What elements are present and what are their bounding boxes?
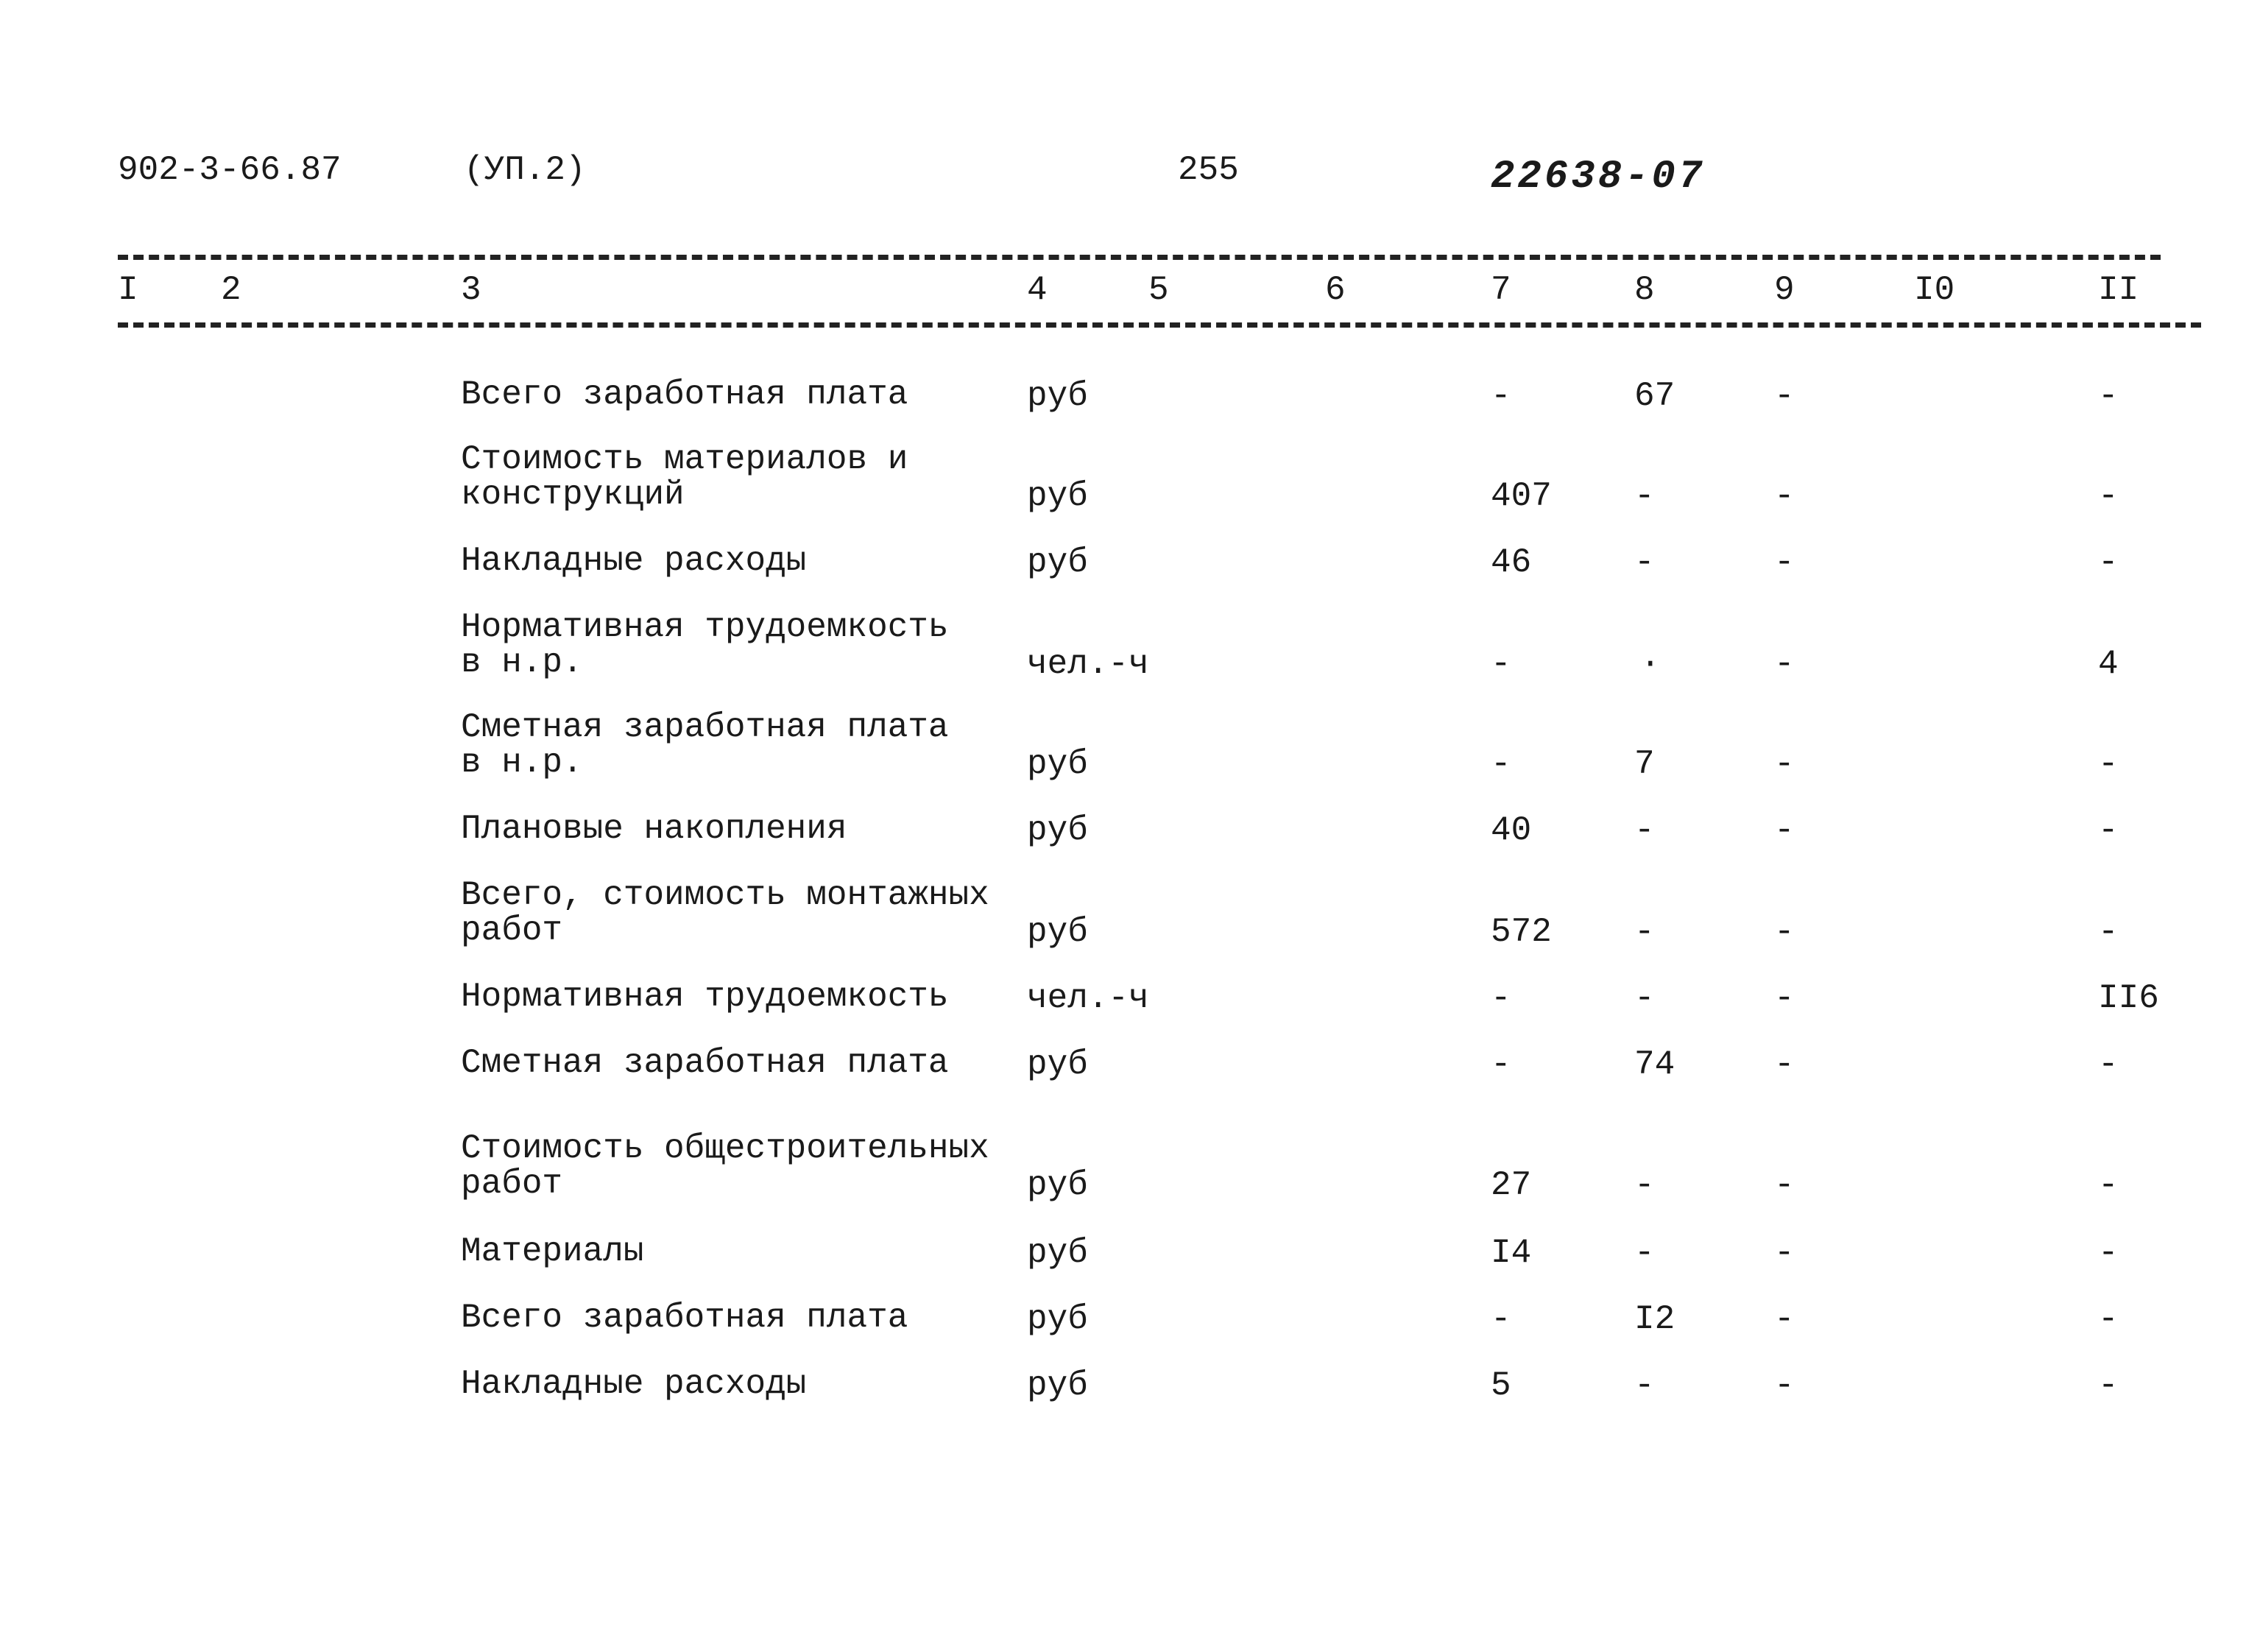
row-label: Стоимость материалов и конструкций	[461, 440, 908, 514]
page-number: 255	[1178, 151, 1239, 189]
col9-value: -	[1774, 1366, 1795, 1405]
row-label: Всего заработная плата	[461, 1299, 908, 1337]
row-unit: руб	[1027, 1366, 1088, 1405]
col7-value: -	[1491, 1300, 1511, 1338]
col-num-8: 8	[1634, 271, 1655, 309]
row-unit: руб	[1027, 1300, 1088, 1338]
col11-value: -	[2098, 745, 2119, 783]
col9-value: -	[1774, 377, 1795, 415]
row-label: Накладные расходы	[461, 1365, 807, 1403]
col8-value: ·	[1640, 645, 1661, 683]
col-num-3: 3	[461, 271, 481, 309]
col-num-9: 9	[1774, 271, 1795, 309]
col11-value: -	[2098, 811, 2119, 850]
col8-value: -	[1634, 1166, 1655, 1204]
col11-value: -	[2098, 1300, 2119, 1338]
row-label: Стоимость общестроительных работ	[461, 1129, 989, 1203]
col11-value: -	[2098, 543, 2119, 582]
col-num-5: 5	[1148, 271, 1169, 309]
col7-value: 40	[1491, 811, 1532, 850]
col7-value: -	[1491, 745, 1511, 783]
col8-value: -	[1634, 913, 1655, 951]
col-num-4: 4	[1027, 271, 1048, 309]
col8-value: I2	[1634, 1300, 1675, 1338]
bottom-dashed-rule	[118, 322, 2201, 328]
row-label: Плановые накопления	[461, 810, 847, 848]
col8-value: -	[1634, 1366, 1655, 1405]
col9-value: -	[1774, 645, 1795, 683]
col-num-2: 2	[221, 271, 241, 309]
row-unit: чел.-ч	[1027, 979, 1149, 1017]
col9-value: -	[1774, 745, 1795, 783]
col7-value: 407	[1491, 477, 1552, 515]
col9-value: -	[1774, 1300, 1795, 1338]
col11-value: 4	[2098, 645, 2119, 683]
col9-value: -	[1774, 1045, 1795, 1084]
row-unit: руб	[1027, 811, 1088, 850]
col8-value: 7	[1634, 745, 1655, 783]
col11-value: -	[2098, 477, 2119, 515]
top-dashed-rule	[118, 255, 2161, 260]
row-unit: руб	[1027, 1045, 1088, 1084]
col7-value: 5	[1491, 1366, 1511, 1405]
col11-value: -	[2098, 1166, 2119, 1204]
col11-value: II6	[2098, 979, 2159, 1017]
col8-value: -	[1634, 1234, 1655, 1272]
col-num-7: 7	[1491, 271, 1511, 309]
col7-value: 572	[1491, 913, 1552, 951]
row-label: Сметная заработная плата	[461, 1044, 949, 1082]
row-unit: руб	[1027, 543, 1088, 582]
col8-value: 74	[1634, 1045, 1675, 1084]
row-unit: руб	[1027, 377, 1088, 415]
col7-value: -	[1491, 645, 1511, 683]
col11-value: -	[2098, 1045, 2119, 1084]
col-num-6: 6	[1325, 271, 1346, 309]
row-unit: руб	[1027, 745, 1088, 783]
col7-value: -	[1491, 377, 1511, 415]
col8-value: -	[1634, 979, 1655, 1017]
col8-value: 67	[1634, 377, 1675, 415]
section-label: (УП.2)	[464, 151, 586, 189]
row-unit: руб	[1027, 913, 1088, 951]
col9-value: -	[1774, 1166, 1795, 1204]
col7-value: 27	[1491, 1166, 1532, 1204]
col11-value: -	[2098, 1366, 2119, 1405]
row-label: Всего заработная плата	[461, 375, 908, 414]
col7-value: -	[1491, 1045, 1511, 1084]
row-label: Сметная заработная плата в н.р.	[461, 708, 949, 782]
row-unit: чел.-ч	[1027, 645, 1149, 683]
row-label: Всего, стоимость монтажных работ	[461, 876, 989, 950]
col-num-11: II	[2098, 271, 2139, 309]
col8-value: -	[1634, 811, 1655, 850]
row-label: Нормативная трудоемкость в н.р.	[461, 608, 949, 682]
col7-value: -	[1491, 979, 1511, 1017]
row-unit: руб	[1027, 1234, 1088, 1272]
row-label: Накладные расходы	[461, 542, 807, 580]
col11-value: -	[2098, 377, 2119, 415]
col9-value: -	[1774, 811, 1795, 850]
row-label: Нормативная трудоемкость	[461, 978, 949, 1016]
col9-value: -	[1774, 543, 1795, 582]
col9-value: -	[1774, 913, 1795, 951]
col8-value: -	[1634, 543, 1655, 582]
col7-value: I4	[1491, 1234, 1532, 1272]
col11-value: -	[2098, 913, 2119, 951]
row-unit: руб	[1027, 477, 1088, 515]
stamp-number: 22638-07	[1491, 155, 1706, 200]
col-num-1: I	[118, 271, 138, 309]
col7-value: 46	[1491, 543, 1532, 582]
col8-value: -	[1634, 477, 1655, 515]
document-code: 902-3-66.87	[118, 151, 342, 189]
row-unit: руб	[1027, 1166, 1088, 1204]
col9-value: -	[1774, 979, 1795, 1017]
col-num-10: I0	[1914, 271, 1955, 309]
col11-value: -	[2098, 1234, 2119, 1272]
col9-value: -	[1774, 1234, 1795, 1272]
col9-value: -	[1774, 477, 1795, 515]
row-label: Материалы	[461, 1232, 644, 1271]
